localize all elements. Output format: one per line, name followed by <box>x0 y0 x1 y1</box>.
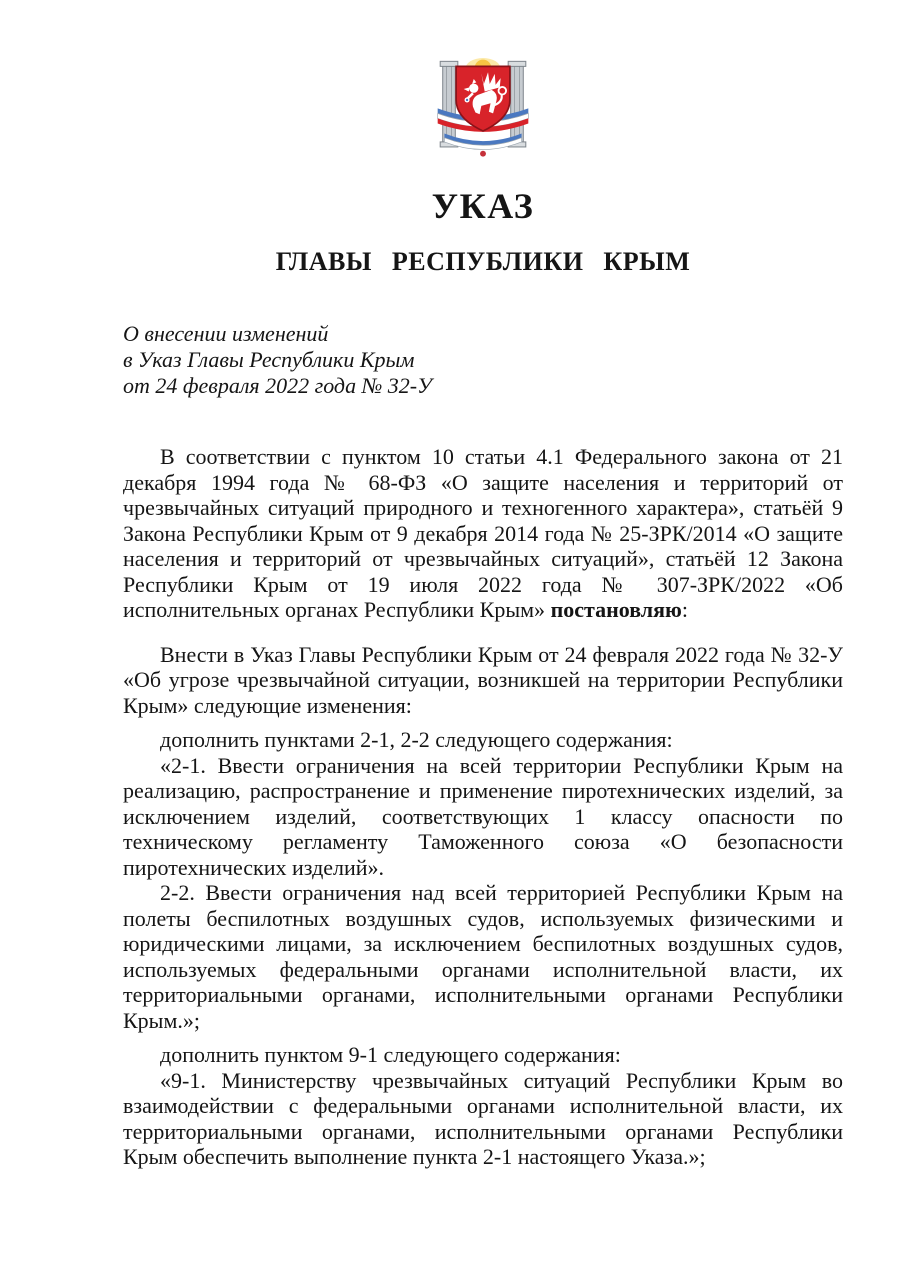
crimea-coat-of-arms-icon <box>436 56 530 159</box>
subject-block <box>123 321 843 399</box>
ribbon-bow <box>480 151 486 157</box>
preamble-bold-word: постановляю <box>550 597 682 622</box>
left-column <box>440 61 458 147</box>
lower-ribbon <box>444 134 521 157</box>
subject-line-3: от 24 февраля 2022 года № 32-У <box>123 373 432 398</box>
clause-2-2-paragraph: 2-2. Ввести ограничения над всей территорией Республики Крым на полеты беспилотных воздушных судов, используемых физическими и юридическими лицами, за исключением беспилотных воздушных судов, используемых федеральными органами исполнительной власти, их территориальными органами, исполнительными органами Республики Крым.»; <box>123 880 843 1033</box>
clause-2-1-paragraph: «2-1. Ввести ограничения на всей территории Республики Крым на реализацию, распространение и применение пиротехнических изделий, за исключением изделий, соответствующих 1 классу опасности по техническому регламенту Таможенного союза «О безопасности пиротехнических изделий». <box>123 752 843 880</box>
subject-line-2: в Указ Главы Республики Крым <box>123 347 415 372</box>
document-subtitle: ГЛАВЫ РЕСПУБЛИКИ КРЫМ <box>275 247 691 276</box>
emblem-container <box>123 56 843 159</box>
right-column <box>508 61 526 147</box>
subject-line-1: О внесении изменений <box>123 321 329 346</box>
preamble-paragraph <box>123 444 843 623</box>
document-title: УКАЗ <box>431 186 535 226</box>
decree-body <box>123 444 843 1170</box>
preamble-tail: : <box>681 597 688 622</box>
add-items-2-1-2-2-line: дополнить пунктами 2-1, 2-2 следующего содержания: <box>160 727 673 752</box>
add-item-9-1-line: дополнить пунктом 9-1 следующего содержания: <box>160 1042 621 1067</box>
amendment-intro-paragraph: Внести в Указ Главы Республики Крым от 24 февраля 2022 года № 32-У «Об угрозе чрезвычайной ситуации, возникшей на территории Республики Крым» следующие изменения: <box>123 641 843 718</box>
clause-9-1-paragraph: «9-1. Министерству чрезвычайных ситуаций Республики Крым во взаимодействии с федеральными органами исполнительной власти, их территориальными органами, исполнительными органами Республики Крым обеспечить выполнение пункта 2-1 настоящего Указа.»; <box>123 1067 843 1169</box>
preamble-text: В соответствии с пунктом 10 статьи 4.1 Федерального закона от 21 декабря 1994 года № 68-ФЗ «О защите населения и территорий от чрезвычайных ситуаций природного и техногенного характера», статьёй 9 Закона Республики Крым от 9 декабря 2014 года № 25-ЗРК/2014 «О защите населения и территорий от чрезвычайных ситуаций», статьёй 12 Закона Республики Крым от 19 июля 2022 года № 307-ЗРК/2022 «Об исполнительных органах Республики Крым» <box>123 444 843 622</box>
